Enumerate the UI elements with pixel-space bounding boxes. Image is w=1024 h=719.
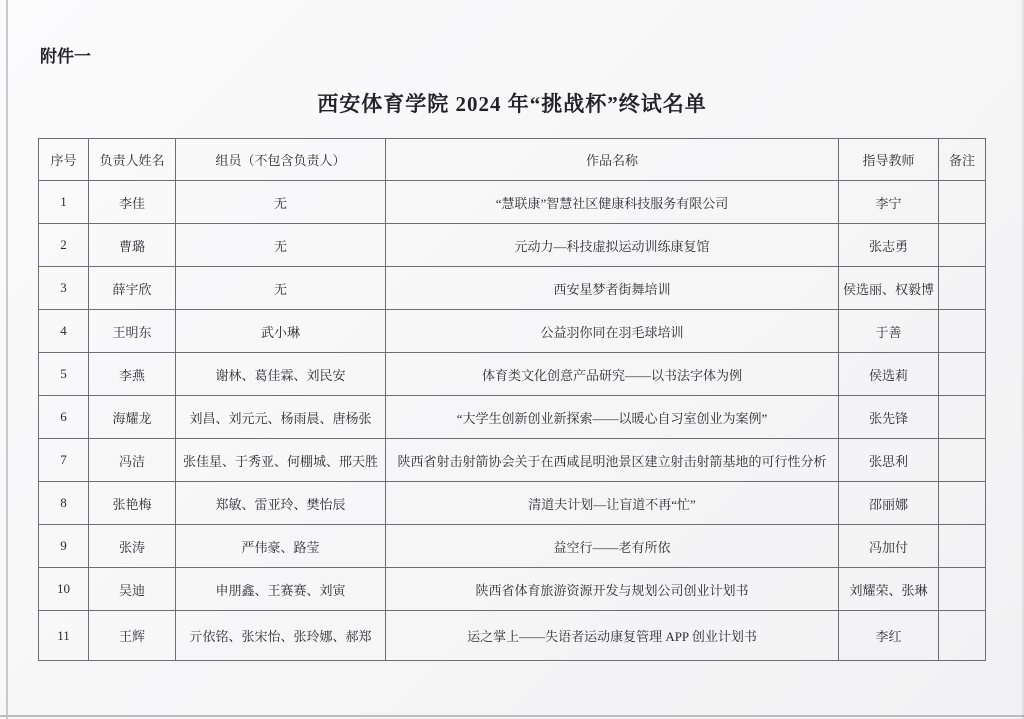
- cell-remark: [939, 181, 986, 224]
- cell-leader: 李佳: [89, 181, 176, 224]
- cell-members: 无: [176, 267, 386, 310]
- cell-seq: 3: [39, 267, 89, 310]
- table-row: [39, 353, 986, 396]
- table-row: [39, 310, 986, 353]
- table-row: [39, 525, 986, 568]
- cell-seq: 11: [39, 611, 89, 661]
- finalist-table: [38, 138, 986, 661]
- table-row: [39, 568, 986, 611]
- cell-teacher: 刘耀荣、张琳: [839, 568, 939, 611]
- table-row: [39, 439, 986, 482]
- cell-work: 运之掌上——失语者运动康复管理 APP 创业计划书: [386, 611, 839, 661]
- header-seq: 序号: [39, 139, 89, 181]
- cell-leader: 张涛: [89, 525, 176, 568]
- header-work: 作品名称: [386, 139, 839, 181]
- cell-work: 清道夫计划—让盲道不再“忙”: [386, 482, 839, 525]
- cell-teacher: 侯选莉: [839, 353, 939, 396]
- cell-seq: 1: [39, 181, 89, 224]
- cell-teacher: 于善: [839, 310, 939, 353]
- cell-work: 体育类文化创意产品研究——以书法字体为例: [386, 353, 839, 396]
- cell-work: 西安星梦者街舞培训: [386, 267, 839, 310]
- table-row: [39, 482, 986, 525]
- cell-members: 无: [176, 181, 386, 224]
- scan-edge-bottom: [0, 715, 1024, 717]
- cell-seq: 4: [39, 310, 89, 353]
- cell-work: 益空行——老有所依: [386, 525, 839, 568]
- header-members: 组员（不包含负责人）: [176, 139, 386, 181]
- cell-seq: 8: [39, 482, 89, 525]
- cell-work: “大学生创新创业新探索——以暖心自习室创业为案例”: [386, 396, 839, 439]
- cell-leader: 海耀龙: [89, 396, 176, 439]
- cell-remark: [939, 482, 986, 525]
- cell-teacher: 李宁: [839, 181, 939, 224]
- cell-leader: 冯洁: [89, 439, 176, 482]
- table-row: [39, 611, 986, 661]
- table-row: [39, 181, 986, 224]
- cell-leader: 薛宇欣: [89, 267, 176, 310]
- cell-seq: 6: [39, 396, 89, 439]
- cell-work: 陕西省体育旅游资源开发与规划公司创业计划书: [386, 568, 839, 611]
- cell-teacher: 侯选丽、权毅博: [839, 267, 939, 310]
- table-row: [39, 224, 986, 267]
- cell-members: 郑敏、雷亚玲、樊怡辰: [176, 482, 386, 525]
- cell-remark: [939, 439, 986, 482]
- cell-teacher: 张志勇: [839, 224, 939, 267]
- cell-members: 武小琳: [176, 310, 386, 353]
- header-remark: 备注: [939, 139, 986, 181]
- cell-work: 公益羽你同在羽毛球培训: [386, 310, 839, 353]
- cell-members: 刘昌、刘元元、杨雨晨、唐杨张: [176, 396, 386, 439]
- attachment-label: 附件一: [40, 47, 91, 66]
- cell-members: 亓依铭、张宋怡、张玲娜、郝郑: [176, 611, 386, 661]
- cell-seq: 10: [39, 568, 89, 611]
- cell-remark: [939, 611, 986, 661]
- cell-work: “慧联康”智慧社区健康科技服务有限公司: [386, 181, 839, 224]
- cell-leader: 张艳梅: [89, 482, 176, 525]
- table-body: [39, 181, 986, 661]
- table-header: [39, 139, 986, 181]
- header-leader: 负责人姓名: [89, 139, 176, 181]
- cell-seq: 9: [39, 525, 89, 568]
- header-teacher: 指导教师: [839, 139, 939, 181]
- cell-members: 无: [176, 224, 386, 267]
- page-title: 西安体育学院 2024 年“挑战杯”终试名单: [317, 92, 707, 116]
- table-header-row: [39, 139, 986, 181]
- cell-leader: 李燕: [89, 353, 176, 396]
- cell-leader: 王明东: [89, 310, 176, 353]
- table-row: [39, 267, 986, 310]
- cell-remark: [939, 310, 986, 353]
- cell-teacher: 邵丽娜: [839, 482, 939, 525]
- cell-remark: [939, 267, 986, 310]
- cell-members: 谢林、葛佳霖、刘民安: [176, 353, 386, 396]
- cell-seq: 2: [39, 224, 89, 267]
- cell-remark: [939, 525, 986, 568]
- cell-leader: 曹璐: [89, 224, 176, 267]
- table-row: [39, 396, 986, 439]
- cell-work: 元动力—科技虚拟运动训练康复馆: [386, 224, 839, 267]
- cell-members: 张佳星、于秀亚、何棚城、邢天胜: [176, 439, 386, 482]
- cell-teacher: 冯加付: [839, 525, 939, 568]
- cell-remark: [939, 568, 986, 611]
- cell-leader: 王辉: [89, 611, 176, 661]
- cell-members: 严伟豪、路莹: [176, 525, 386, 568]
- cell-remark: [939, 224, 986, 267]
- cell-teacher: 张先锋: [839, 396, 939, 439]
- cell-remark: [939, 396, 986, 439]
- cell-remark: [939, 353, 986, 396]
- cell-teacher: 张思利: [839, 439, 939, 482]
- cell-teacher: 李红: [839, 611, 939, 661]
- cell-leader: 吴迪: [89, 568, 176, 611]
- cell-seq: 5: [39, 353, 89, 396]
- cell-members: 申朋鑫、王赛赛、刘寅: [176, 568, 386, 611]
- cell-seq: 7: [39, 439, 89, 482]
- cell-work: 陕西省射击射箭协会关于在西咸昆明池景区建立射击射箭基地的可行性分析: [386, 439, 839, 482]
